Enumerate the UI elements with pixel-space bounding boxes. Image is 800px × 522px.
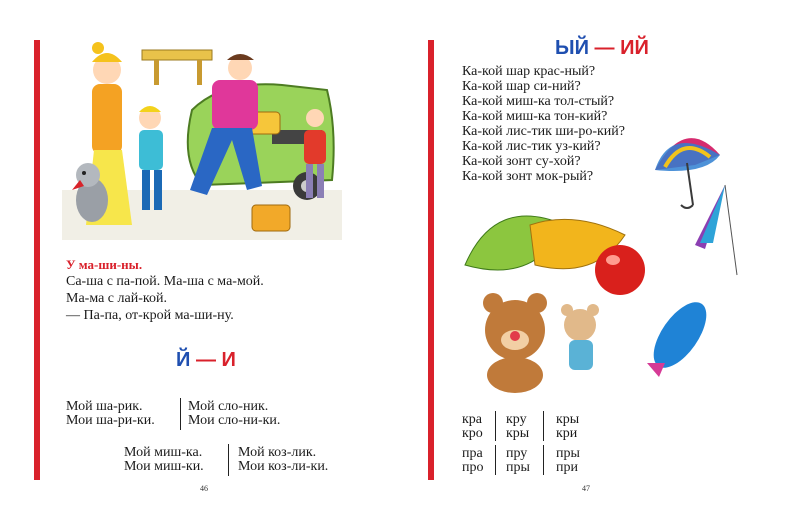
pair-a-col1-line2: Мои ша-ри-ки. (66, 413, 155, 428)
syllable-b-col1-1: пра (462, 446, 483, 461)
syllable-a-col3-1: кры (556, 412, 580, 427)
pair-b-col2-line2: Мои коз-ли-ки. (238, 459, 329, 474)
left-heading (176, 349, 236, 372)
question-3: Ка-кой миш-ка тол-стый? (462, 94, 615, 109)
syllable-b-col2-1: пру (506, 446, 528, 461)
right-page-red-margin-bar (428, 40, 434, 480)
left-page-number: 46 (200, 484, 208, 493)
syllable-b-col3-2: при (556, 460, 578, 475)
family-car-illustration (62, 40, 342, 240)
question-2: Ка-кой шар си-ний? (462, 79, 581, 94)
syllable-b-col3-1: пры (556, 446, 580, 461)
pair-b-col2-line1: Мой коз-лик. (238, 445, 317, 460)
pair-a-divider (180, 398, 181, 430)
right-heading (555, 37, 649, 60)
heading-letter-short-i: Й (176, 349, 191, 371)
syllable-b-sep-1 (495, 445, 496, 475)
syllable-b-col2-2: пры (506, 460, 530, 475)
syllable-a-col3-2: кри (556, 426, 578, 441)
story-line-2: Ма-ма с лай-кой. (66, 291, 167, 306)
syllable-a-sep-2 (543, 411, 544, 441)
pair-a-col2-line1: Мой сло-ник. (188, 399, 269, 414)
question-1: Ка-кой шар крас-ный? (462, 64, 596, 79)
question-4: Ка-кой миш-ка тон-кий? (462, 109, 608, 124)
syllable-a-col2-1: кру (506, 412, 527, 427)
story-line-3: — Па-па, от-крой ма-ши-ну. (66, 308, 234, 323)
syllable-a-col2-2: кры (506, 426, 530, 441)
syllable-a-col1-2: кро (462, 426, 483, 441)
heading-dash: — (195, 349, 216, 371)
pair-b-divider (228, 444, 229, 476)
story-caption: У ма-ши-ны. (66, 257, 143, 272)
heading-yi: ЫЙ (555, 37, 589, 59)
pair-b-col1-line2: Мои миш-ки. (124, 459, 204, 474)
question-6: Ка-кой лис-тик уз-кий? (462, 139, 601, 154)
pair-b-col1-line1: Мой миш-ка. (124, 445, 203, 460)
question-7: Ка-кой зонт су-хой? (462, 154, 581, 169)
toys-and-leaves-illustration (455, 115, 755, 400)
question-5: Ка-кой лис-тик ши-ро-кий? (462, 124, 625, 139)
syllable-b-sep-2 (543, 445, 544, 475)
left-page-red-margin-bar (34, 40, 40, 480)
syllable-b-col1-2: про (462, 460, 484, 475)
syllable-a-col1-1: кра (462, 412, 483, 427)
heading-letter-i: И (221, 349, 236, 371)
pair-a-col2-line2: Мои сло-ни-ки. (188, 413, 281, 428)
story-line-1: Са-ша с па-пой. Ма-ша с ма-мой. (66, 274, 264, 289)
syllable-a-sep-1 (495, 411, 496, 441)
right-page-number: 47 (582, 484, 590, 493)
question-8: Ка-кой зонт мок-рый? (462, 169, 594, 184)
heading-ii: ИЙ (620, 37, 649, 59)
pair-a-col1-line1: Мой ша-рик. (66, 399, 143, 414)
heading-dash-right: — (594, 37, 615, 59)
